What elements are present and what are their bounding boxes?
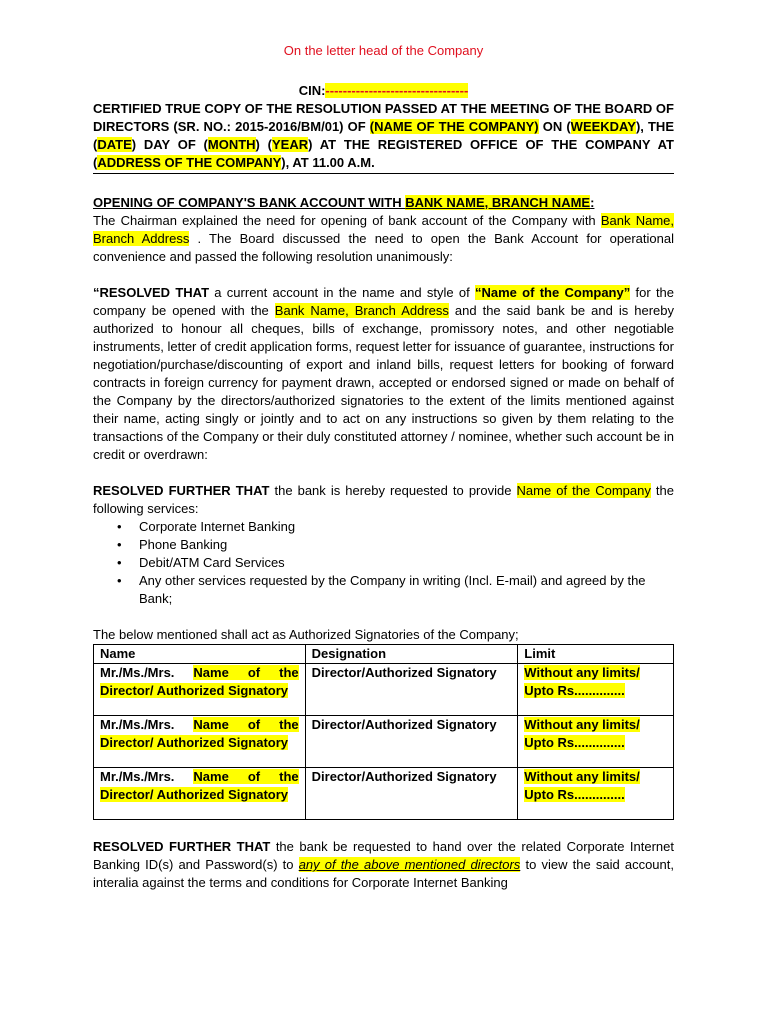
resolved-lead: RESOLVED FURTHER THAT xyxy=(93,839,271,854)
resolved-paragraph-3 xyxy=(93,838,674,892)
paragraph-text: the bank be requested to hand over the related Corporate Internet Banking ID(s) and Password(s) to xyxy=(93,839,674,872)
bank-branch-placeholder: BANK NAME, BRANCH NAME xyxy=(405,195,591,210)
header-designation: Designation xyxy=(305,645,518,664)
list-item: • Debit/ATM Card Services xyxy=(139,554,674,572)
heading-text: : xyxy=(590,195,595,210)
certified-text: ), AT 11.00 A.M. xyxy=(281,155,375,170)
directors-placeholder: any of the above mentioned directors xyxy=(298,857,521,872)
cin-label: CIN: xyxy=(298,83,326,98)
signatory-name-cell xyxy=(94,664,306,716)
paragraph-text: a current account in the name and style of xyxy=(209,285,475,300)
signatory-prefix: Mr./Ms./Mrs. xyxy=(100,769,194,784)
list-item: • Phone Banking xyxy=(139,536,674,554)
paragraph-text: for the company be opened with the xyxy=(93,285,675,318)
document-body xyxy=(93,42,674,892)
signatory-prefix: Mr./Ms./Mrs. xyxy=(100,717,194,732)
paragraph-text: . The Board discussed the need to open the Bank Account for operational convenience and passed the following resolution unanimously: xyxy=(93,231,674,264)
paragraph-text: the following services: xyxy=(93,483,674,516)
signatory-limit-cell xyxy=(518,716,674,768)
list-item: • Corporate Internet Banking xyxy=(139,518,674,536)
table-row xyxy=(94,664,674,716)
year-placeholder: YEAR xyxy=(272,137,309,152)
signatory-name-placeholder: Name of the Director/ Authorized Signatory xyxy=(100,769,299,802)
services-list xyxy=(93,518,674,608)
certified-title xyxy=(93,100,674,174)
resolved-paragraph-2 xyxy=(93,482,674,518)
list-item: • Any other services requested by the Company in writing (Incl. E-mail) and agreed by the Bank; xyxy=(139,572,674,608)
resolved-lead: RESOLVED FURTHER THAT xyxy=(93,483,270,498)
company-name-placeholder: (NAME OF THE COMPANY) xyxy=(369,119,539,134)
heading-text: OPENING OF COMPANY'S BANK ACCOUNT WITH xyxy=(93,195,406,210)
signatory-name-cell xyxy=(94,768,306,820)
chairman-paragraph xyxy=(93,212,674,266)
branch-address-placeholder: Branch Address xyxy=(93,231,190,246)
certified-text: CERTIFIED TRUE COPY OF THE RESOLUTION PASSED AT THE MEETING OF THE BOARD OF DIRECTORS (SR. NO.: 2015-2016/BM/01) OF xyxy=(93,101,674,134)
signatories-intro: The below mentioned shall act as Authorized Signatories of the Company; xyxy=(93,627,519,642)
signatory-limit-cell xyxy=(518,768,674,820)
bank-name-placeholder: Bank Name, xyxy=(600,213,674,228)
certified-text: ON ( xyxy=(538,119,571,134)
table-header-row xyxy=(94,645,674,664)
company-name-placeholder: Name of the Company xyxy=(516,483,651,498)
certified-text: ) DAY OF ( xyxy=(131,137,208,152)
signatories-table xyxy=(93,644,674,820)
paragraph-text: to view the said account, interalia against the terms and conditions for Corporate Internet Banking xyxy=(93,857,674,890)
opening-heading xyxy=(93,194,674,212)
signatory-name-placeholder: Name of the Director/ Authorized Signatory xyxy=(100,717,299,750)
signatory-limit: Without any limits/ Upto Rs.............. xyxy=(524,717,640,750)
certified-text: ), THE ( xyxy=(93,119,674,152)
bank-branch-placeholder: Bank Name, Branch Address xyxy=(274,303,449,318)
certified-text: ) ( xyxy=(255,137,272,152)
signatory-limit-cell xyxy=(518,664,674,716)
month-placeholder: MONTH xyxy=(207,137,256,152)
resolved-paragraph-1 xyxy=(93,284,674,464)
signatory-name-cell xyxy=(94,716,306,768)
table-row xyxy=(94,768,674,820)
header-limit: Limit xyxy=(518,645,674,664)
header-name: Name xyxy=(94,645,306,664)
address-placeholder: ADDRESS OF THE COMPANY xyxy=(97,155,282,170)
cin-line xyxy=(93,82,674,100)
date-placeholder: DATE xyxy=(97,137,132,152)
weekday-placeholder: WEEKDAY xyxy=(570,119,636,134)
signatory-limit: Without any limits/ Upto Rs.............. xyxy=(524,769,640,802)
signatory-designation: Director/Authorized Signatory xyxy=(305,664,518,716)
certified-text: ) AT THE REGISTERED OFFICE OF THE COMPANY AT ( xyxy=(93,137,674,170)
resolved-lead: “RESOLVED THAT xyxy=(93,285,210,300)
paragraph-text: the bank is hereby requested to provide xyxy=(269,483,517,498)
signatory-limit: Without any limits/ Upto Rs.............. xyxy=(524,665,640,698)
signatory-prefix: Mr./Ms./Mrs. xyxy=(100,665,194,680)
signatory-designation: Director/Authorized Signatory xyxy=(305,716,518,768)
company-name-placeholder: “Name of the Company” xyxy=(474,285,631,300)
signatory-name-placeholder: Name of the Director/ Authorized Signatory xyxy=(100,665,299,698)
paragraph-text: The Chairman explained the need for opening of bank account of the Company with xyxy=(93,213,601,228)
table-row xyxy=(94,716,674,768)
signatory-designation: Director/Authorized Signatory xyxy=(305,768,518,820)
paragraph-text: and the said bank be and is hereby authorized to honour all cheques, bills of exchange, promissory notes, and other negotiable instruments, letter of credit application forms, request letter for issuance of guarantee, instructions for negotiation/purchase/discounting of export and inland bills, request letters for booking of forward contracts in foreign currency for payment drawn, accepted or endorsed signed or made on behalf of the Company by the directors/authorized signatories to the extent of the limits mentioned against their name, acting singly or jointly and to act on any instructions so given by them relating to the transactions of the Company or their duly constituted attorney / nominee, whether such account be in credit or overdrawn: xyxy=(93,303,674,462)
letterhead-note: On the letter head of the Company xyxy=(283,43,484,58)
cin-value: --------------------------------- xyxy=(325,83,469,98)
